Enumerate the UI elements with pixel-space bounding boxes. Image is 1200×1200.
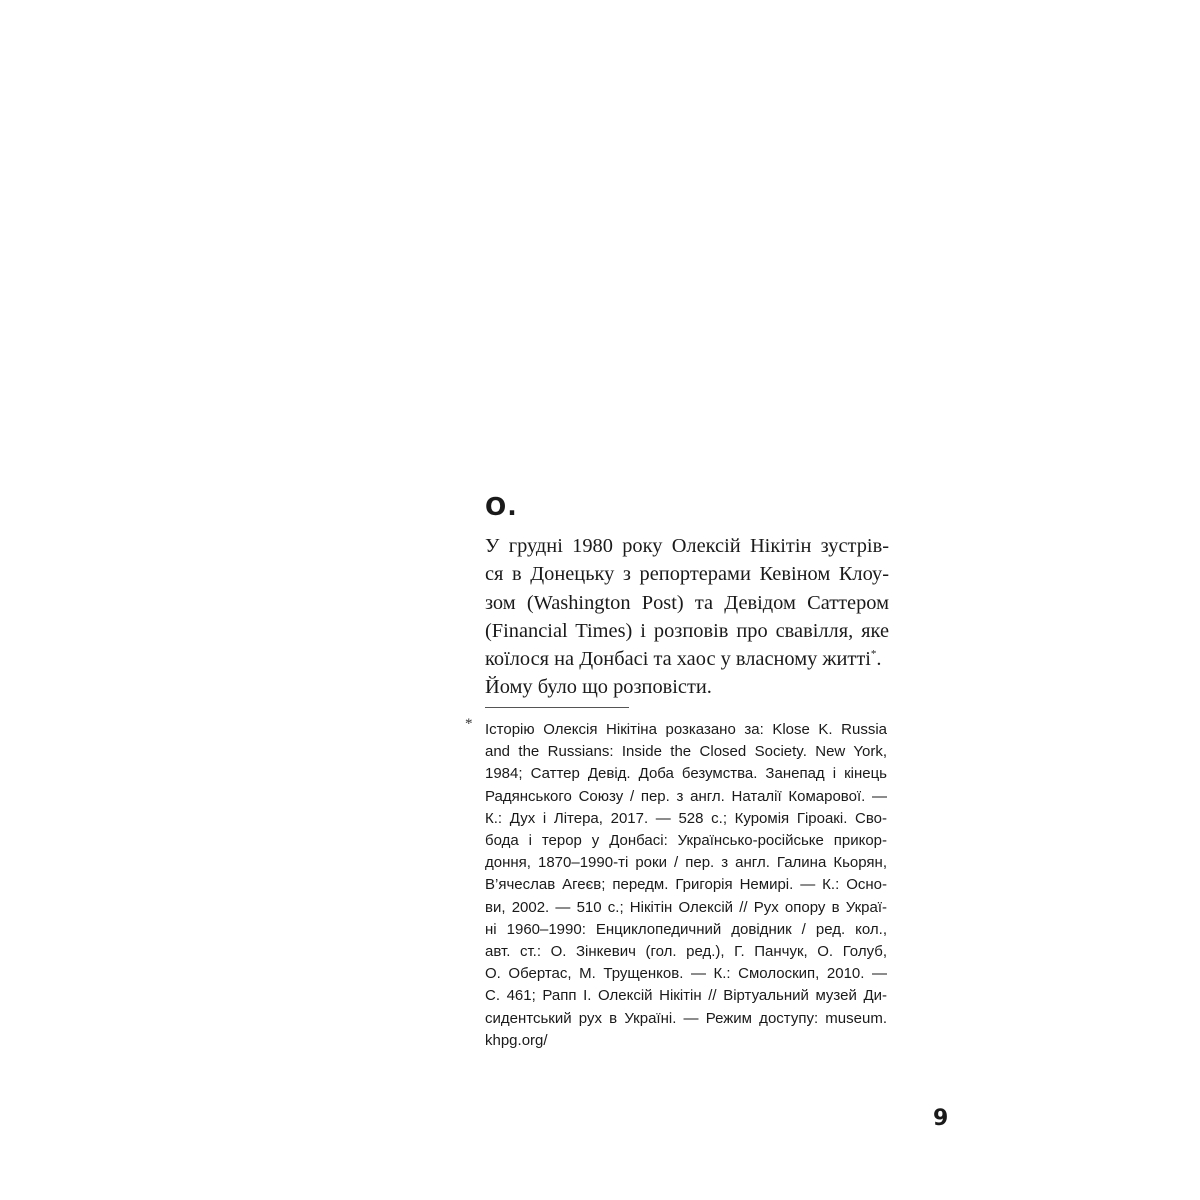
body-line: У грудні 1980 року Олексій Нікітін зустрів- [485, 535, 889, 557]
footnote-line: О. Обертас, М. Трущенков. — К.: Смолоскип, 2010. — [485, 965, 887, 983]
footnote-line: and the Russians: Inside the Closed Society. New York, [485, 743, 887, 761]
footnote-line: ні 1960–1990: Енциклопедичний довідник / ред. кол., [485, 920, 887, 938]
footnote-line: В’ячеслав Агеєв; передм. Григорія Немирі. — К.: Осно- [485, 876, 887, 894]
footnote-marker: * [465, 716, 473, 732]
body-line: (Financial Times) і розповів про свавілля, яке [485, 619, 889, 642]
footnote-line: khpg.org/ [485, 1031, 548, 1049]
body-line: Йому було що розповісти. [485, 676, 712, 699]
footnote-divider [485, 707, 629, 708]
body-line: зом (Washington Post) та Девідом Саттером [485, 591, 889, 614]
footnote-line: 1984; Саттер Девід. Доба безумства. Занепад і кінець [485, 765, 887, 783]
footnote-text [485, 719, 887, 1052]
footnote-line: авт. ст.: О. Зінкевич (гол. ред.), Г. Панчук, О. Голуб, [485, 943, 887, 961]
section-heading: О. [485, 492, 518, 521]
page-number: 9 [933, 1106, 949, 1131]
footnote-line: сидентський рух в Україні. — Режим доступу: museum. [485, 1009, 887, 1027]
body-line: ся в Донецьку з репортерами Кевіном Клоу- [485, 563, 889, 586]
body-line-text: коїлося на Донбасі та хаос у власному житті [485, 648, 871, 671]
body-line-end: . [876, 648, 882, 671]
body-line-with-footnote [485, 645, 889, 673]
body-paragraph [485, 532, 889, 702]
footnote-reference[interactable]: * [870, 648, 877, 661]
footnote-line: доння, 1870–1990-ті роки / пер. з англ. Галина Кьорян, [485, 854, 887, 872]
footnote-line: К.: Дух і Літера, 2017. — 528 с.; Куромія Гіроакі. Сво- [485, 809, 887, 827]
footnote-line: Історію Олексія Нікітіна розказано за: Klose K. Russia [485, 721, 887, 738]
footnote-line: Радянського Союзу / пер. з англ. Наталії Комарової. — [485, 787, 887, 805]
footnote-line: С. 461; Рапп І. Олексій Нікітін // Віртуальний музей Ди- [485, 987, 887, 1005]
footnote-line: ви, 2002. — 510 с.; Нікітін Олексій // Рух опору в Украї- [485, 898, 887, 916]
footnote-line: бода і терор у Донбасі: Українсько-російське прикор- [485, 832, 887, 850]
